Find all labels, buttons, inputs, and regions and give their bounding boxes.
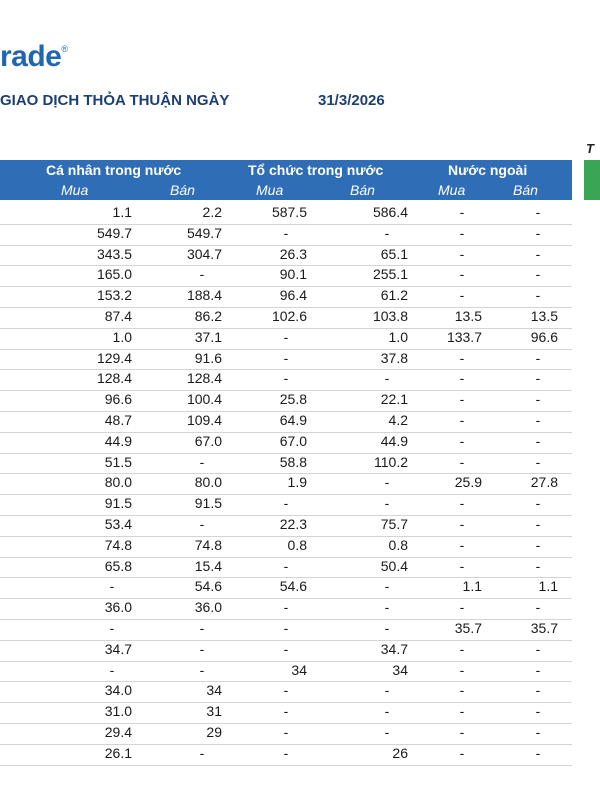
cell-ind-sell: 91.6: [194, 349, 222, 366]
cell-ind-buy: 34.0: [104, 682, 132, 699]
subheader-buy-individual: Mua: [61, 182, 89, 198]
cell-inst-buy: -: [283, 495, 289, 512]
cell-ind-buy: 48.7: [104, 412, 132, 428]
cell-ind-buy: 26.1: [104, 744, 132, 761]
subheader-sell-institution: Bán: [350, 182, 375, 198]
cell-for-buy: -: [459, 516, 465, 532]
cell-for-buy: 13.5: [454, 308, 482, 324]
cell-inst-buy: -: [283, 349, 289, 366]
row-divider: [0, 765, 572, 766]
cell-for-sell: -: [535, 432, 541, 449]
cell-for-sell: -: [535, 412, 541, 428]
cell-inst-sell: 4.2: [388, 412, 408, 428]
cell-ind-buy: 549.7: [96, 224, 132, 241]
cell-inst-buy: -: [283, 620, 289, 636]
cell-ind-buy: 165.0: [96, 266, 132, 283]
cell-ind-buy: 129.4: [96, 349, 132, 366]
cell-ind-buy: 65.8: [104, 557, 132, 574]
cell-for-sell: -: [535, 536, 541, 553]
cell-inst-sell: -: [384, 495, 390, 512]
cell-ind-buy: 44.9: [104, 432, 132, 449]
cell-for-sell: 35.7: [530, 620, 558, 636]
cell-for-sell: -: [535, 453, 541, 470]
cell-inst-sell: -: [384, 474, 390, 491]
cell-for-buy: -: [459, 536, 465, 553]
cell-for-sell: -: [535, 703, 541, 720]
cell-ind-buy: 53.4: [104, 516, 132, 532]
cell-for-buy: -: [459, 370, 465, 387]
cell-for-sell: -: [535, 599, 541, 616]
subheader-sell-individual: Bán: [170, 182, 195, 198]
cell-ind-sell: 67.0: [194, 432, 222, 449]
cell-ind-buy: 31.0: [104, 703, 132, 720]
cell-for-buy: 1.1: [462, 578, 482, 595]
cell-inst-buy: -: [283, 370, 289, 387]
cell-ind-sell: -: [199, 620, 205, 636]
cell-for-sell: -: [535, 495, 541, 512]
cell-for-sell: -: [535, 640, 541, 657]
subheader-sell-foreign: Bán: [513, 182, 538, 198]
cell-for-sell: -: [535, 516, 541, 532]
cell-ind-buy: -: [109, 578, 115, 595]
truncated-green-header: [584, 160, 600, 200]
cell-ind-sell: 74.8: [194, 536, 222, 553]
subheader-buy-foreign: Mua: [438, 182, 466, 198]
cell-for-buy: -: [459, 391, 465, 408]
cell-for-sell: -: [535, 724, 541, 740]
group-header-foreign: Nước ngoài: [448, 162, 528, 178]
cell-ind-sell: 36.0: [194, 599, 222, 616]
cell-ind-sell: 31: [206, 703, 222, 720]
cell-ind-buy: 1.1: [112, 204, 132, 220]
group-header-individual-domestic: Cá nhân trong nước: [46, 162, 182, 178]
cell-inst-sell: 586.4: [372, 204, 408, 220]
cell-inst-sell: 1.0: [388, 328, 408, 345]
registered-mark: ®: [61, 44, 68, 54]
cell-ind-buy: 91.5: [104, 495, 132, 512]
cell-for-buy: -: [459, 204, 465, 220]
cell-for-sell: 13.5: [530, 308, 558, 324]
cell-for-sell: 27.8: [530, 474, 558, 491]
truncated-column-label: T: [586, 141, 594, 156]
cell-inst-buy: -: [283, 224, 289, 241]
cell-for-sell: -: [535, 224, 541, 241]
cell-for-buy: -: [459, 224, 465, 241]
cell-ind-buy: 34.7: [104, 640, 132, 657]
cell-for-buy: 35.7: [454, 620, 482, 636]
cell-for-buy: -: [459, 744, 465, 761]
cell-ind-sell: 34: [206, 682, 222, 699]
group-header-institution-domestic: Tổ chức trong nước: [248, 162, 384, 178]
cell-inst-buy: 67.0: [279, 432, 307, 449]
cell-inst-sell: 37.8: [380, 349, 408, 366]
cell-for-sell: -: [535, 661, 541, 678]
cell-for-sell: -: [535, 245, 541, 262]
cell-inst-buy: 54.6: [279, 578, 307, 595]
cell-ind-sell: 188.4: [186, 287, 222, 304]
cell-ind-sell: -: [199, 661, 205, 678]
cell-inst-buy: 26.3: [279, 245, 307, 262]
cell-for-buy: 133.7: [446, 328, 482, 345]
cell-inst-buy: 34: [291, 661, 307, 678]
cell-inst-buy: 90.1: [279, 266, 307, 283]
cell-inst-sell: -: [384, 599, 390, 616]
cell-inst-buy: 0.8: [287, 536, 307, 553]
cell-ind-sell: -: [199, 453, 205, 470]
cell-ind-sell: 2.2: [202, 204, 222, 220]
cell-for-buy: -: [459, 703, 465, 720]
cell-inst-sell: 26: [392, 744, 408, 761]
cell-inst-sell: -: [384, 224, 390, 241]
cell-inst-sell: 34: [392, 661, 408, 678]
cell-ind-sell: 15.4: [194, 557, 222, 574]
cell-for-sell: -: [535, 266, 541, 283]
cell-for-buy: -: [459, 412, 465, 428]
cell-inst-buy: 587.5: [271, 204, 307, 220]
cell-ind-buy: -: [109, 620, 115, 636]
cell-ind-buy: 51.5: [104, 453, 132, 470]
cell-ind-buy: 87.4: [104, 308, 132, 324]
cell-ind-buy: 96.6: [104, 391, 132, 408]
cell-ind-sell: 100.4: [186, 391, 222, 408]
cell-ind-sell: -: [199, 516, 205, 532]
cell-inst-sell: 65.1: [380, 245, 408, 262]
cell-for-buy: -: [459, 682, 465, 699]
cell-inst-buy: -: [283, 557, 289, 574]
cell-ind-sell: 54.6: [194, 578, 222, 595]
cell-inst-sell: -: [384, 703, 390, 720]
cell-inst-sell: 50.4: [380, 557, 408, 574]
cell-ind-sell: -: [199, 266, 205, 283]
cell-inst-sell: 34.7: [380, 640, 408, 657]
cell-inst-sell: -: [384, 620, 390, 636]
cell-ind-buy: 36.0: [104, 599, 132, 616]
cell-ind-sell: 549.7: [186, 224, 222, 241]
cell-ind-buy: 80.0: [104, 474, 132, 491]
cell-inst-buy: -: [283, 682, 289, 699]
cell-for-buy: -: [459, 349, 465, 366]
cell-for-buy: -: [459, 599, 465, 616]
cell-inst-buy: -: [283, 599, 289, 616]
cell-inst-buy: 22.3: [279, 516, 307, 532]
cell-for-buy: -: [459, 266, 465, 283]
cell-ind-sell: 86.2: [194, 308, 222, 324]
cell-inst-buy: 25.8: [279, 391, 307, 408]
cell-inst-buy: 64.9: [279, 412, 307, 428]
cell-ind-sell: 109.4: [186, 412, 222, 428]
cell-for-buy: -: [459, 453, 465, 470]
cell-for-buy: -: [459, 724, 465, 740]
cell-ind-sell: 91.5: [194, 495, 222, 512]
cell-ind-sell: 37.1: [194, 328, 222, 345]
cell-inst-sell: 103.8: [372, 308, 408, 324]
cell-inst-sell: -: [384, 682, 390, 699]
cell-for-sell: -: [535, 370, 541, 387]
logo-text: rade: [0, 40, 62, 73]
cell-ind-buy: 1.0: [112, 328, 132, 345]
cell-ind-buy: 153.2: [96, 287, 132, 304]
cell-inst-sell: 61.2: [380, 287, 408, 304]
cell-inst-sell: 44.9: [380, 432, 408, 449]
cell-inst-buy: 102.6: [271, 308, 307, 324]
cell-ind-buy: -: [109, 661, 115, 678]
cell-ind-buy: 128.4: [96, 370, 132, 387]
cell-inst-sell: -: [384, 578, 390, 595]
cell-for-buy: -: [459, 495, 465, 512]
subheader-buy-institution: Mua: [256, 182, 284, 198]
cell-inst-buy: -: [283, 744, 289, 761]
cell-for-sell: -: [535, 287, 541, 304]
cell-for-sell: -: [535, 744, 541, 761]
cell-for-buy: -: [459, 661, 465, 678]
cell-inst-sell: 75.7: [380, 516, 408, 532]
cell-inst-sell: -: [384, 724, 390, 740]
cell-inst-buy: 58.8: [279, 453, 307, 470]
page-title: GIAO DỊCH THỎA THUẬN NGÀY: [0, 92, 230, 109]
cell-ind-sell: -: [199, 744, 205, 761]
cell-ind-sell: 80.0: [194, 474, 222, 491]
cell-inst-buy: -: [283, 328, 289, 345]
cell-inst-buy: 1.9: [287, 474, 307, 491]
cell-inst-sell: 0.8: [388, 536, 408, 553]
cell-for-sell: -: [535, 682, 541, 699]
cell-inst-buy: 96.4: [279, 287, 307, 304]
cell-inst-sell: 255.1: [372, 266, 408, 283]
cell-inst-sell: 110.2: [374, 453, 408, 470]
cell-ind-sell: 304.7: [186, 245, 222, 262]
cell-for-buy: -: [459, 640, 465, 657]
cell-ind-buy: 343.5: [96, 245, 132, 262]
cell-for-buy: -: [459, 432, 465, 449]
report-date: 31/3/2026: [318, 92, 385, 109]
cell-ind-sell: -: [199, 640, 205, 657]
cell-ind-sell: 29: [206, 724, 222, 740]
cell-ind-buy: 29.4: [104, 724, 132, 740]
cell-for-buy: -: [459, 245, 465, 262]
cell-for-buy: -: [459, 287, 465, 304]
cell-inst-sell: -: [384, 370, 390, 387]
cell-for-sell: 1.1: [538, 578, 558, 595]
cell-ind-buy: 74.8: [104, 536, 132, 553]
cell-for-buy: -: [459, 557, 465, 574]
cell-for-sell: -: [535, 349, 541, 366]
cell-for-sell: -: [535, 557, 541, 574]
cell-for-sell: -: [535, 204, 541, 220]
brand-logo: [0, 40, 68, 74]
cell-inst-sell: 22.1: [380, 391, 408, 408]
cell-ind-sell: 128.4: [186, 370, 222, 387]
cell-inst-buy: -: [283, 640, 289, 657]
cell-inst-buy: -: [283, 703, 289, 720]
cell-for-sell: -: [535, 391, 541, 408]
cell-inst-buy: -: [283, 724, 289, 740]
cell-for-sell: 96.6: [530, 328, 558, 345]
cell-for-buy: 25.9: [454, 474, 482, 491]
